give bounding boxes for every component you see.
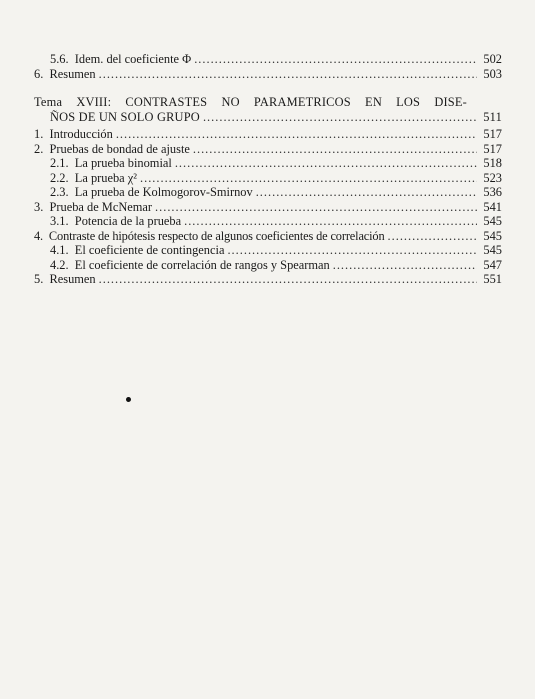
entry-title: La prueba binomial	[74, 156, 172, 170]
entry-number: 1.	[34, 127, 44, 141]
entry-page: 551	[483, 272, 502, 286]
entry-title: Idem. del coeficiente Φ	[74, 52, 192, 66]
entry-page: 536	[483, 185, 502, 199]
toc-entry	[34, 127, 502, 142]
toc-entry	[34, 156, 502, 171]
entry-title: Prueba de McNemar	[49, 199, 153, 214]
chapter-heading	[34, 95, 502, 124]
entry-title: La prueba χ²	[74, 170, 137, 185]
entry-number: 6.	[34, 66, 44, 81]
entry-number: 4.1.	[50, 243, 69, 257]
leader-dots	[140, 171, 477, 186]
leader-dots	[388, 229, 477, 244]
toc-entries	[34, 127, 502, 287]
leader-dots	[175, 156, 477, 171]
entry-number: 2.2.	[50, 170, 69, 185]
entry-number: 2.3.	[50, 185, 69, 199]
entry-page: 545	[483, 214, 502, 228]
leader-dots	[227, 243, 477, 258]
entry-page: 545	[483, 228, 502, 243]
entry-page: 545	[483, 243, 502, 257]
toc-entry	[34, 67, 502, 82]
leader-dots	[256, 185, 477, 200]
chapter-page: 511	[483, 109, 502, 124]
chapter-title-line1: Tema XVIII: CONTRASTES NO PARAMETRICOS EN LOS DISE-	[34, 95, 467, 109]
entry-title: El coeficiente de correlación de rangos y Spearman	[74, 257, 330, 272]
entry-page: 518	[483, 156, 502, 170]
entry-title: Potencia de la prueba	[74, 214, 182, 228]
entry-number: 5.6.	[50, 52, 69, 66]
entry-title: Introducción	[49, 127, 113, 141]
entry-number: 3.1.	[50, 214, 69, 228]
entry-page: 547	[483, 257, 502, 272]
toc-entry	[34, 243, 502, 258]
entry-title: Pruebas de bondad de ajuste	[49, 141, 190, 156]
toc-entry	[34, 171, 502, 186]
entry-title: Contraste de hipótesis respecto de algunos coeficientes de correlación	[48, 228, 385, 243]
entry-page: 541	[483, 199, 502, 214]
entry-number: 4.2.	[50, 257, 69, 272]
leader-dots	[333, 258, 477, 273]
entry-number: 3.	[34, 199, 44, 214]
entry-number: 2.1.	[50, 156, 69, 170]
entry-title: El coeficiente de contingencia	[74, 243, 225, 257]
entry-title: Resumen	[49, 272, 96, 286]
entry-title: La prueba de Kolmogorov-Smirnov	[74, 185, 253, 199]
toc-entry	[34, 229, 502, 244]
table-of-contents	[34, 52, 502, 287]
entry-title: Resumen	[49, 66, 96, 81]
toc-entry	[34, 258, 502, 273]
ink-speck	[126, 397, 131, 402]
leader-dots	[184, 214, 477, 229]
entry-page: 517	[483, 141, 502, 156]
toc-entry	[34, 185, 502, 200]
leader-dots	[203, 110, 477, 125]
toc-entry	[34, 200, 502, 215]
chapter-title-line2: ÑOS DE UN SOLO GRUPO	[50, 109, 200, 124]
entry-page: 517	[483, 127, 502, 141]
toc-entry	[34, 142, 502, 157]
toc-entry	[34, 52, 502, 67]
entry-number: 4.	[34, 228, 43, 243]
leader-dots	[116, 127, 477, 142]
toc-entry	[34, 214, 502, 229]
leader-dots	[99, 272, 477, 287]
entry-number: 2.	[34, 141, 44, 156]
leader-dots	[193, 142, 477, 157]
leader-dots	[194, 52, 477, 67]
entry-page: 503	[483, 66, 502, 81]
leader-dots	[155, 200, 477, 215]
leader-dots	[99, 67, 477, 82]
entry-page: 523	[483, 170, 502, 185]
entry-page: 502	[483, 52, 502, 66]
toc-entry	[34, 272, 502, 287]
entry-number: 5.	[34, 272, 44, 286]
